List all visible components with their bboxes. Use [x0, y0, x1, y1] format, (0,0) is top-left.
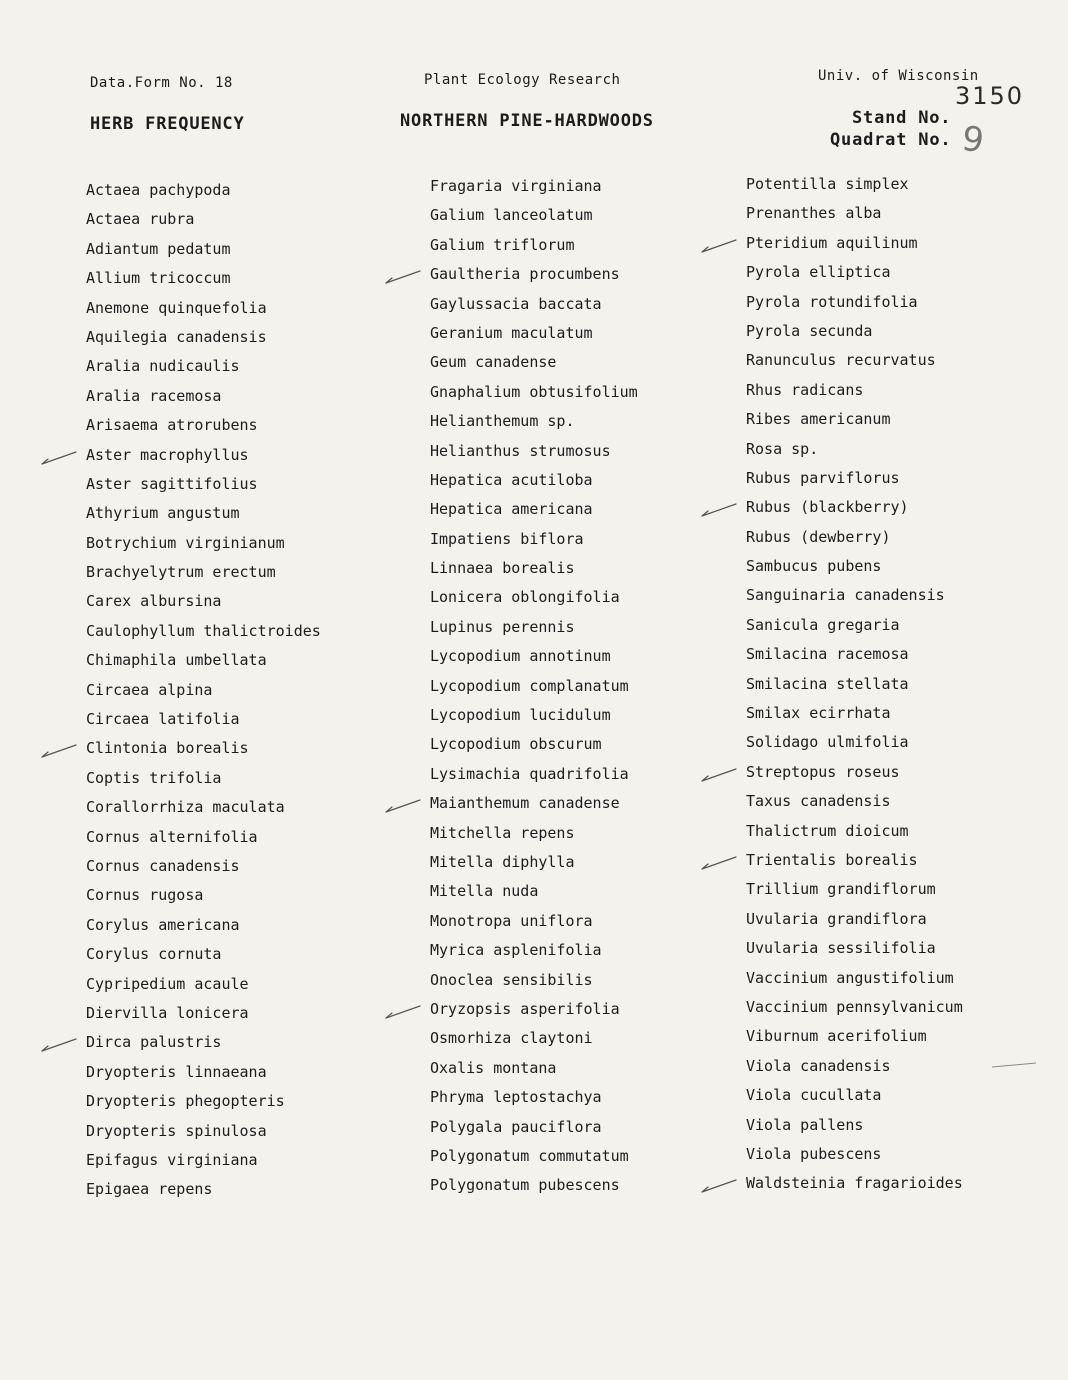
university-name: Univ. of Wisconsin: [818, 68, 979, 84]
species-row: [86, 646, 386, 675]
species-name: Viola canadensis: [746, 1056, 891, 1075]
species-column-2: [430, 172, 730, 1201]
species-name: Sambucus pubens: [746, 557, 882, 576]
species-name: Dryopteris phegopteris: [86, 1092, 285, 1111]
species-row: [746, 1022, 1046, 1051]
pencil-check-icon: [382, 266, 422, 286]
species-row: [746, 993, 1046, 1022]
species-name: Oryzopsis asperifolia: [430, 999, 620, 1018]
species-row: [746, 611, 1046, 640]
species-name: Thalictrum dioicum: [746, 821, 909, 840]
species-name: Sanguinaria canadensis: [746, 586, 945, 605]
species-row: [430, 701, 730, 730]
species-row: [430, 1024, 730, 1053]
species-name: Geum canadense: [430, 353, 557, 372]
research-title: Plant Ecology Research: [424, 72, 621, 88]
species-name: Pyrola elliptica: [746, 263, 891, 282]
species-row: [86, 1087, 386, 1116]
species-name: Linnaea borealis: [430, 559, 575, 578]
species-row: [430, 848, 730, 877]
species-name: Uvularia sessilifolia: [746, 939, 936, 958]
species-row: [430, 672, 730, 701]
quadrat-label: Quadrat No.: [830, 130, 952, 150]
forest-type-title: NORTHERN PINE-HARDWOODS: [400, 111, 654, 131]
species-name: Lycopodium lucidulum: [430, 706, 611, 725]
species-row: [430, 583, 730, 612]
species-row: [430, 554, 730, 583]
species-row: [746, 1169, 1046, 1198]
species-name: Dryopteris linnaeana: [86, 1062, 267, 1081]
species-name: Circaea alpina: [86, 680, 213, 699]
species-row: [430, 936, 730, 965]
species-name: Actaea pachypoda: [86, 181, 231, 199]
species-row: [86, 999, 386, 1028]
pencil-check-icon: [698, 764, 738, 784]
species-row: [746, 376, 1046, 405]
species-name: Prenanthes alba: [746, 204, 882, 223]
species-name: Aster macrophyllus: [86, 445, 249, 464]
species-name: Arisaema atrorubens: [86, 416, 258, 435]
species-name: Anemone quinquefolia: [86, 298, 267, 317]
species-row: [430, 319, 730, 348]
pencil-check-icon: [38, 447, 78, 467]
species-row: [86, 793, 386, 822]
species-name: Potentilla simplex: [746, 175, 909, 193]
species-row: [430, 819, 730, 848]
species-name: Mitella diphylla: [430, 852, 575, 871]
species-name: Corylus cornuta: [86, 945, 222, 964]
species-name: Gnaphalium obtusifolium: [430, 382, 638, 401]
species-row: [430, 378, 730, 407]
species-row: [86, 264, 386, 293]
species-row: [430, 260, 730, 289]
species-name: Brachyelytrum erectum: [86, 563, 276, 582]
species-row: [430, 642, 730, 671]
species-name: Osmorhiza claytoni: [430, 1029, 593, 1048]
species-name: Corallorrhiza maculata: [86, 798, 285, 817]
species-name: Trientalis borealis: [746, 850, 918, 869]
species-row: [746, 1140, 1046, 1169]
species-name: Galium lanceolatum: [430, 206, 593, 225]
species-row: [86, 764, 386, 793]
species-name: Coptis trifolia: [86, 768, 222, 787]
species-row: [430, 760, 730, 789]
species-row: [430, 730, 730, 759]
pencil-check-icon: [382, 1001, 422, 1021]
species-name: Onoclea sensibilis: [430, 970, 593, 989]
species-name: Circaea latifolia: [86, 710, 240, 729]
species-name: Cornus alternifolia: [86, 827, 258, 846]
species-row: [430, 525, 730, 554]
species-row: [430, 407, 730, 436]
species-name: Caulophyllum thalictroides: [86, 621, 321, 640]
species-row: [86, 1117, 386, 1146]
species-row: [430, 966, 730, 995]
species-row: [746, 699, 1046, 728]
species-name: Aster sagittifolius: [86, 474, 258, 493]
species-name: Ribes americanum: [746, 410, 891, 429]
pencil-check-icon: [38, 1034, 78, 1054]
species-row: [746, 670, 1046, 699]
pencil-check-icon: [698, 499, 738, 519]
species-name: Sanicula gregaria: [746, 615, 900, 634]
pencil-stray-mark: [990, 1060, 1040, 1070]
species-name: Aralia racemosa: [86, 386, 222, 405]
species-name: Viola pubescens: [746, 1144, 882, 1163]
species-name: Mitchella repens: [430, 823, 575, 842]
species-row: [746, 846, 1046, 875]
pencil-check-icon: [38, 740, 78, 760]
species-row: [746, 640, 1046, 669]
species-name: Rubus parviflorus: [746, 468, 900, 487]
species-row: [430, 1113, 730, 1142]
species-name: Chimaphila umbellata: [86, 651, 267, 670]
species-row: [430, 1142, 730, 1171]
species-row: [86, 529, 386, 558]
species-name: Hepatica acutiloba: [430, 470, 593, 489]
species-name: Smilacina stellata: [746, 674, 909, 693]
species-row: [746, 817, 1046, 846]
species-name: Smilacina racemosa: [746, 645, 909, 664]
species-row: [746, 229, 1046, 258]
stand-number-handwritten: 3150: [955, 82, 1025, 110]
species-row: [86, 411, 386, 440]
species-row: [430, 613, 730, 642]
species-row: [86, 323, 386, 352]
species-name: Vaccinium pennsylvanicum: [746, 997, 963, 1016]
species-name: Lonicera oblongifolia: [430, 588, 620, 607]
species-row: [430, 201, 730, 230]
species-row: [746, 964, 1046, 993]
species-name: Trillium grandiflorum: [746, 880, 936, 899]
species-name: Polygonatum commutatum: [430, 1146, 629, 1165]
species-name: Adiantum pedatum: [86, 239, 231, 258]
species-row: [746, 435, 1046, 464]
pencil-check-icon: [382, 795, 422, 815]
species-name: Lupinus perennis: [430, 617, 575, 636]
species-name: Actaea rubra: [86, 210, 195, 229]
species-name: Vaccinium angustifolium: [746, 968, 954, 987]
species-name: Myrica asplenifolia: [430, 941, 602, 960]
quadrat-number-handwritten: 9: [959, 118, 987, 162]
species-name: Mitella nuda: [430, 882, 539, 901]
species-name: Rubus (dewberry): [746, 527, 891, 546]
species-row: [86, 705, 386, 734]
species-row: [430, 348, 730, 377]
species-name: Oxalis montana: [430, 1058, 557, 1077]
species-name: Epifagus virginiana: [86, 1150, 258, 1169]
species-row: [746, 493, 1046, 522]
species-name: Pyrola secunda: [746, 321, 873, 340]
species-row: [86, 1146, 386, 1175]
species-row: [86, 970, 386, 999]
species-row: [746, 464, 1046, 493]
species-name: Allium tricoccum: [86, 269, 231, 288]
species-name: Gaultheria procumbens: [430, 265, 620, 284]
species-name: Gaylussacia baccata: [430, 294, 602, 313]
species-row: [746, 728, 1046, 757]
species-row: [430, 907, 730, 936]
species-name: Taxus canadensis: [746, 792, 891, 811]
species-row: [86, 587, 386, 616]
species-name: Lycopodium obscurum: [430, 735, 602, 754]
species-name: Clintonia borealis: [86, 739, 249, 758]
species-row: [746, 405, 1046, 434]
species-row: [430, 789, 730, 818]
species-row: [746, 875, 1046, 904]
species-name: Carex albursina: [86, 592, 222, 611]
species-row: [430, 231, 730, 260]
species-row: [430, 1083, 730, 1112]
species-row: [430, 290, 730, 319]
species-row: [746, 523, 1046, 552]
species-row: [86, 470, 386, 499]
species-row: [430, 1054, 730, 1083]
species-name: Polygala pauciflora: [430, 1117, 602, 1136]
species-name: Monotropa uniflora: [430, 911, 593, 930]
form-number: Data.Form No. 18: [90, 75, 233, 91]
species-row: [746, 199, 1046, 228]
species-row: [86, 499, 386, 528]
species-name: Rhus radicans: [746, 380, 864, 399]
species-row: [86, 205, 386, 234]
species-row: [430, 495, 730, 524]
species-row: [86, 558, 386, 587]
species-row: [86, 235, 386, 264]
species-name: Dirca palustris: [86, 1033, 222, 1052]
species-row: [746, 346, 1046, 375]
species-name: Galium triflorum: [430, 235, 575, 254]
species-name: Ranunculus recurvatus: [746, 351, 936, 370]
species-row: [746, 288, 1046, 317]
species-name: Solidago ulmifolia: [746, 733, 909, 752]
species-row: [746, 552, 1046, 581]
species-name: Epigaea repens: [86, 1180, 213, 1199]
species-row: [86, 911, 386, 940]
species-column-1: [86, 176, 386, 1205]
species-name: Hepatica americana: [430, 500, 593, 519]
species-name: Pyrola rotundifolia: [746, 292, 918, 311]
species-column-3: [746, 170, 1046, 1199]
species-row: [430, 1171, 730, 1200]
species-name: Diervilla lonicera: [86, 1003, 249, 1022]
species-row: [86, 881, 386, 910]
species-row: [430, 437, 730, 466]
species-name: Rubus (blackberry): [746, 498, 909, 517]
species-row: [86, 823, 386, 852]
species-name: Pteridium aquilinum: [746, 233, 918, 252]
species-row: [86, 352, 386, 381]
species-name: Corylus americana: [86, 915, 240, 934]
species-row: [746, 317, 1046, 346]
species-name: Viola pallens: [746, 1115, 864, 1134]
species-row: [86, 676, 386, 705]
species-row: [86, 852, 386, 881]
species-row: [86, 382, 386, 411]
species-row: [746, 258, 1046, 287]
species-name: Aralia nudicaulis: [86, 357, 240, 376]
species-name: Helianthemum sp.: [430, 412, 575, 431]
species-name: Rosa sp.: [746, 439, 819, 458]
species-name: Cypripedium acaule: [86, 974, 249, 993]
species-row: [746, 1081, 1046, 1110]
species-row: [86, 940, 386, 969]
species-name: Geranium maculatum: [430, 323, 593, 342]
species-name: Fragaria virginiana: [430, 177, 602, 195]
species-row: [86, 294, 386, 323]
species-name: Viburnum acerifolium: [746, 1027, 927, 1046]
species-row: [746, 905, 1046, 934]
species-row: [86, 734, 386, 763]
species-name: Polygonatum pubescens: [430, 1176, 620, 1195]
species-name: Lycopodium complanatum: [430, 676, 629, 695]
species-row: [86, 1058, 386, 1087]
species-row: [86, 1028, 386, 1057]
stand-label: Stand No.: [852, 108, 952, 128]
species-name: Impatiens biflora: [430, 529, 584, 548]
species-name: Waldsteinia fragarioides: [746, 1174, 963, 1193]
species-name: Botrychium virginianum: [86, 533, 285, 552]
species-row: [430, 995, 730, 1024]
species-name: Helianthus strumosus: [430, 441, 611, 460]
species-name: Dryopteris spinulosa: [86, 1121, 267, 1140]
species-name: Athyrium angustum: [86, 504, 240, 523]
species-row: [86, 1175, 386, 1204]
species-name: Cornus canadensis: [86, 856, 240, 875]
species-row: [746, 581, 1046, 610]
species-row: [430, 466, 730, 495]
species-row: [746, 170, 1046, 199]
form-title: HERB FREQUENCY: [90, 114, 245, 134]
species-row: [746, 787, 1046, 816]
species-row: [746, 758, 1046, 787]
species-name: Maianthemum canadense: [430, 794, 620, 813]
pencil-check-icon: [698, 235, 738, 255]
species-row: [746, 934, 1046, 963]
species-row: [430, 172, 730, 201]
species-name: Lycopodium annotinum: [430, 647, 611, 666]
species-row: [86, 176, 386, 205]
species-name: Phryma leptostachya: [430, 1088, 602, 1107]
species-row: [746, 1111, 1046, 1140]
species-name: Aquilegia canadensis: [86, 327, 267, 346]
species-name: Lysimachia quadrifolia: [430, 764, 629, 783]
pencil-check-icon: [698, 1175, 738, 1195]
species-row: [86, 617, 386, 646]
species-row: [86, 441, 386, 470]
species-name: Smilax ecirrhata: [746, 704, 891, 723]
species-name: Streptopus roseus: [746, 762, 900, 781]
species-name: Viola cucullata: [746, 1086, 882, 1105]
species-name: Uvularia grandiflora: [746, 909, 927, 928]
pencil-check-icon: [698, 852, 738, 872]
species-row: [430, 877, 730, 906]
species-name: Cornus rugosa: [86, 886, 204, 905]
